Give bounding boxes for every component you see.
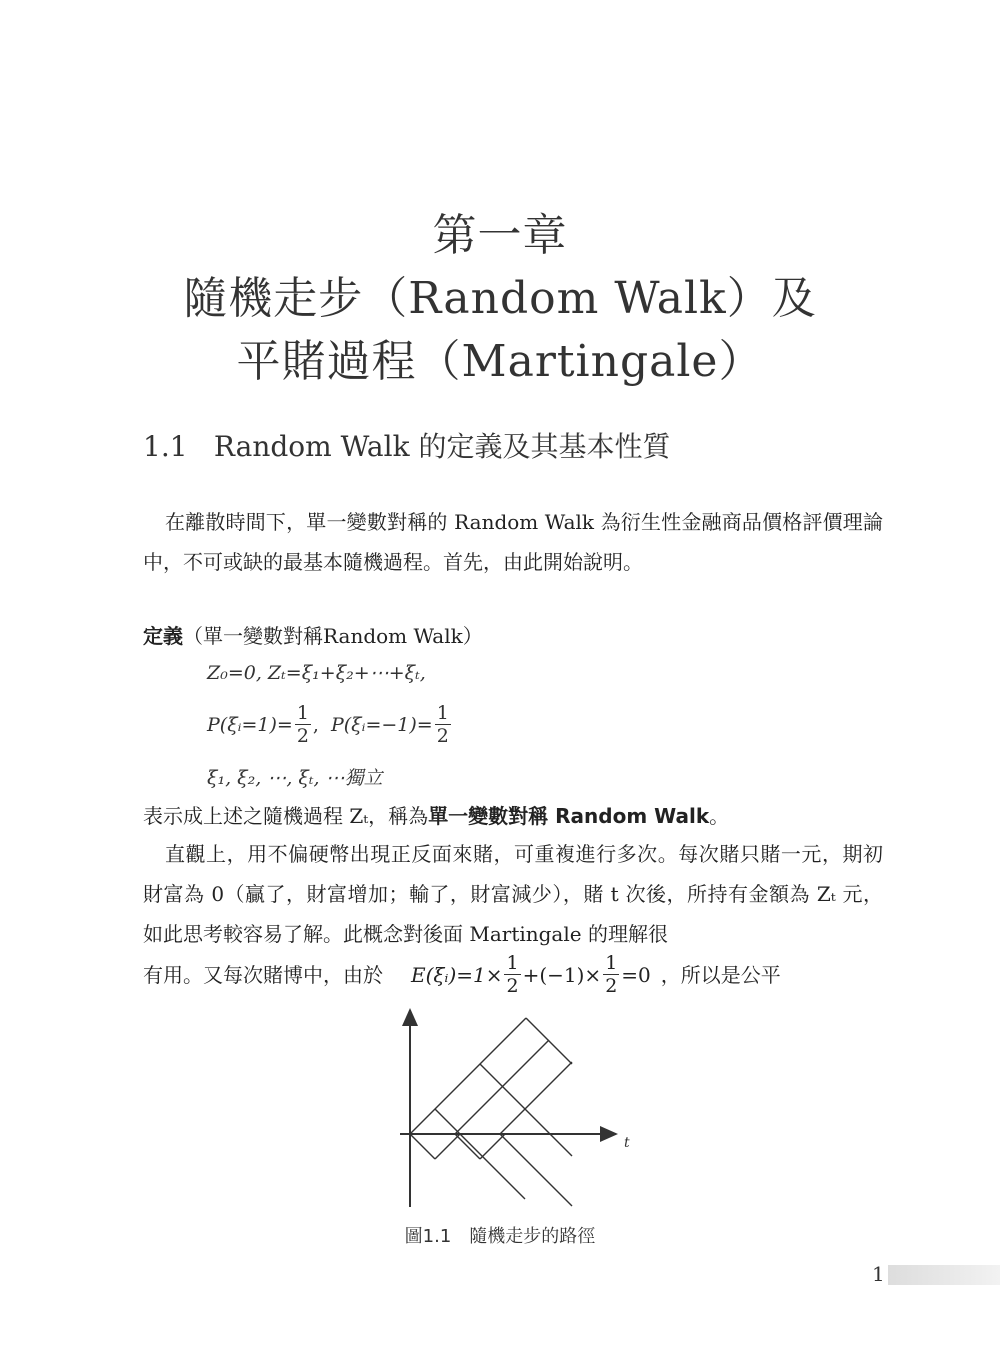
- figure-caption: 圖1.1 隨機走步的路徑: [404, 1226, 596, 1247]
- fraction-half: $\frac{1}{2}$: [436, 702, 449, 747]
- body-paragraph-last-line: 有用。又每次賭博中，由於 E(ξᵢ)=1× $\frac{1}{2}$ +(−1)× $\frac{1}{2}$ =0 ，所以是公平: [143, 952, 781, 997]
- formula-line-1: Z₀=0, Zₜ=ξ₁+ξ₂+⋯+ξₜ,: [207, 662, 426, 684]
- random-walk-figure: [380, 1000, 640, 1215]
- section-number: 1.1: [143, 430, 188, 463]
- intro-paragraph: 在離散時間下，單一變數對稱的 Random Walk 為衍生性金融商品價格評價理論中，不可或缺的最基本隨機過程。首先，由此開始說明。: [143, 510, 883, 574]
- definition-label: 定義: [143, 624, 183, 648]
- body-paragraph: 直觀上，用不偏硬幣出現正反面來賭，可重複進行多次。每次賭只賭一元，期初財富為 0（贏了，財富增加；輸了，財富減少），賭 t 次後，所持有金額為 Zₜ 元，如此思考較容易了解。此概念對後面 Martingale 的理解很: [143, 842, 883, 946]
- fraction-half: $\frac{1}{2}$: [296, 702, 309, 747]
- prob-plus-one: P(ξᵢ=1)=: [207, 713, 293, 736]
- expectation-expr: E(ξᵢ)=1×: [411, 962, 503, 987]
- section-heading: [143, 425, 670, 465]
- prob-minus-one: P(ξᵢ=−1)=: [330, 713, 433, 736]
- axis-label-t: t: [624, 1135, 630, 1151]
- formula-line-2: [207, 702, 453, 747]
- definition-subtitle: （單一變數對稱Random Walk）: [183, 624, 483, 648]
- fraction-half: $\frac{1}{2}$: [506, 952, 519, 997]
- fraction-half: $\frac{1}{2}$: [605, 952, 618, 997]
- chapter-title-line1: 隨機走步（Random Walk）及: [183, 273, 817, 324]
- path-lattice: [410, 1018, 572, 1206]
- definition-heading: [143, 620, 483, 649]
- page-edge-bar: [888, 1265, 1000, 1285]
- chapter-number: 第一章: [432, 210, 568, 261]
- page-number: 1: [872, 1262, 885, 1286]
- chapter-title-line2: 平賭過程（Martingale）: [236, 336, 764, 387]
- definition-summary: 表示成上述之隨機過程 Zₜ，稱為單一變數對稱 Random Walk。: [143, 804, 730, 828]
- formula-line-3: ξ₁, ξ₂, ⋯, ξₜ, ⋯獨立: [207, 767, 383, 789]
- formula-comma: ,: [312, 713, 319, 736]
- term-highlight: 單一變數對稱 Random Walk: [428, 804, 710, 828]
- section-title: Random Walk 的定義及其基本性質: [213, 430, 671, 463]
